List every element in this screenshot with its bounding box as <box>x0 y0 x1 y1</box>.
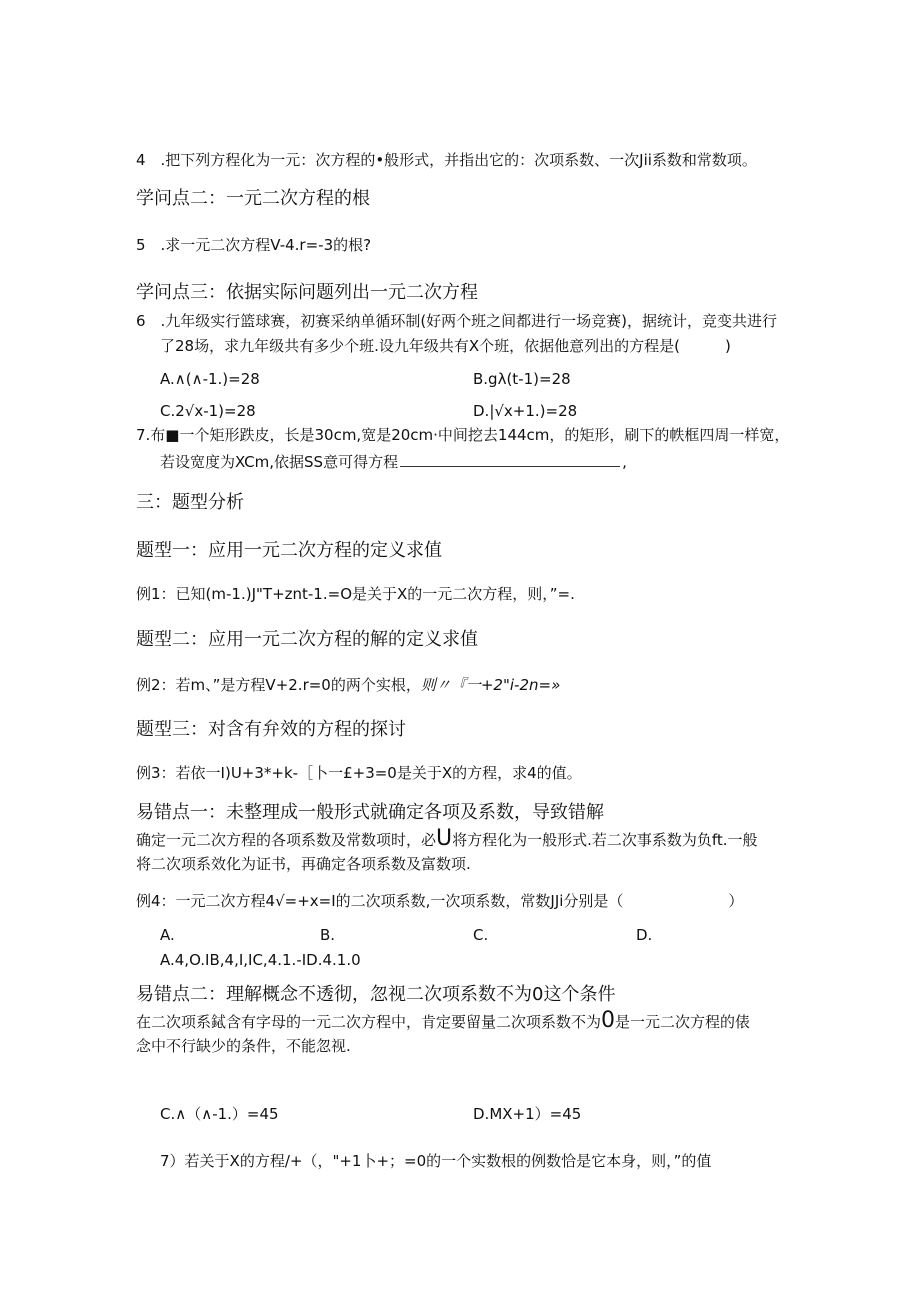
question-6-option-c: C.2√x-1)=28 <box>160 402 256 420</box>
type-3-heading: 题型三：对含有弁效的方程的探讨 <box>136 719 406 740</box>
error-point-2-line-1 <box>136 1008 751 1033</box>
error-point-1-line-2: 将二次项系效化为证书，再确定各项系数及富数项. <box>136 855 471 873</box>
example-4: 例4：一元二次方程4√=+x=I的二次项系数,一次项系数，常数JJi分别是（ ） <box>136 892 744 910</box>
error-point-1-text: 确定一元二次方程的各项系数及常数项时，必 <box>136 831 437 849</box>
example-3: 例3：若依一I)U+3*+k-［卜一£+3=0是关于X的方程，求4的值。 <box>136 764 582 782</box>
question-6-option-b: B.gλ(t-1)=28 <box>473 370 571 388</box>
question-7-line-1: 7.布■一个矩形跌皮，长是30cm,宽是20cm·中间挖去144cm，的矩形，刷下的帙框四周一样宽， <box>136 426 790 444</box>
question-6-option-a: A.∧(∧-1.)=28 <box>160 370 260 388</box>
error-point-2-line-2: 念中不行缺少的条件，不能忽视. <box>136 1037 351 1055</box>
error-point-2-text: 在二次项系鋱含有字母的一元二次方程中，肯定要留量二次项系数不为 <box>136 1013 602 1031</box>
answer-blank[interactable] <box>400 450 620 467</box>
knowledge-point-3-heading: 学问点三：依据实际问题列出一元二次方程 <box>136 282 478 303</box>
question-4: 4 .把下列方程化为一元：次方程的•般形式，并指出它的：次项系数、一次Jii系数和常数项。 <box>136 151 757 169</box>
question-7-text: 若设宽度为XCm,依据SS意可得方程 <box>160 453 399 471</box>
example-2-text: 例2：若m、”是方程V+2.r=0的两个实根， <box>136 676 421 694</box>
question-7b: 7）若关于X的方程/+（，"+1卜+；=0的一个实数根的例数恰是它本身，则，”的值 <box>160 1152 712 1170</box>
section-3-heading: 三：题型分析 <box>136 492 244 513</box>
error-point-1-symbol: U <box>436 826 453 851</box>
type-2-heading: 题型二：应用一元二次方程的解的定义求值 <box>136 629 478 650</box>
example-1: 例1：已知(m-1.)J"T+znt-1.=O是关于X的一元二次方程，则，”=. <box>136 585 575 603</box>
example-2-question: 则〃『一+2"i-2n=» <box>420 676 561 694</box>
example-4-option-c: C. <box>473 926 489 944</box>
example-4-option-b: B. <box>320 926 336 944</box>
type-1-heading: 题型一：应用一元二次方程的定义求值 <box>136 540 442 561</box>
error-point-2-heading: 易错点二：理解概念不透彻，忽视二次项系数不为0这个条件 <box>136 984 616 1005</box>
error-point-1-text-cont: 将方程化为一般形式.若二次事系数为负ft.一般 <box>452 831 758 849</box>
question-6-option-d: D.|√x+1.)=28 <box>473 402 578 420</box>
bottom-option-c: C.∧（∧-1.）=45 <box>160 1105 279 1123</box>
error-point-2-zero: 0 <box>601 1008 616 1033</box>
knowledge-point-2-heading: 学问点二：一元二次方程的根 <box>136 188 370 209</box>
question-5: 5 .求一元二次方程V-4.r=-3的根? <box>136 236 372 254</box>
example-4-option-a: A. <box>160 926 175 944</box>
question-6-line-2: 了28场，求九年级共有多少个班.设九年级共有X个班，依据他意列出的方程是( ) <box>160 337 731 355</box>
example-4-option-d: D. <box>636 926 653 944</box>
question-7-tail: , <box>622 453 627 471</box>
question-7-line-2 <box>160 450 627 472</box>
error-point-2-text-cont: 是一元二次方程的俵 <box>615 1013 751 1031</box>
bottom-option-d: D.MX+1）=45 <box>473 1105 582 1123</box>
example-4-values: A.4,O.IB,4,I,IC,4.1.-ID.4.1.0 <box>160 951 361 969</box>
example-2 <box>136 675 560 695</box>
question-6-line-1: 6 .九年级实行篮球赛，初赛采纳单循环制(好两个班之间都进行一场竞赛)，据统计，竞变共进行 <box>136 312 778 330</box>
error-point-1-heading: 易错点一：未整理成一般形式就确定各项及系数，导致错解 <box>136 802 604 823</box>
error-point-1-line-1 <box>136 826 758 851</box>
